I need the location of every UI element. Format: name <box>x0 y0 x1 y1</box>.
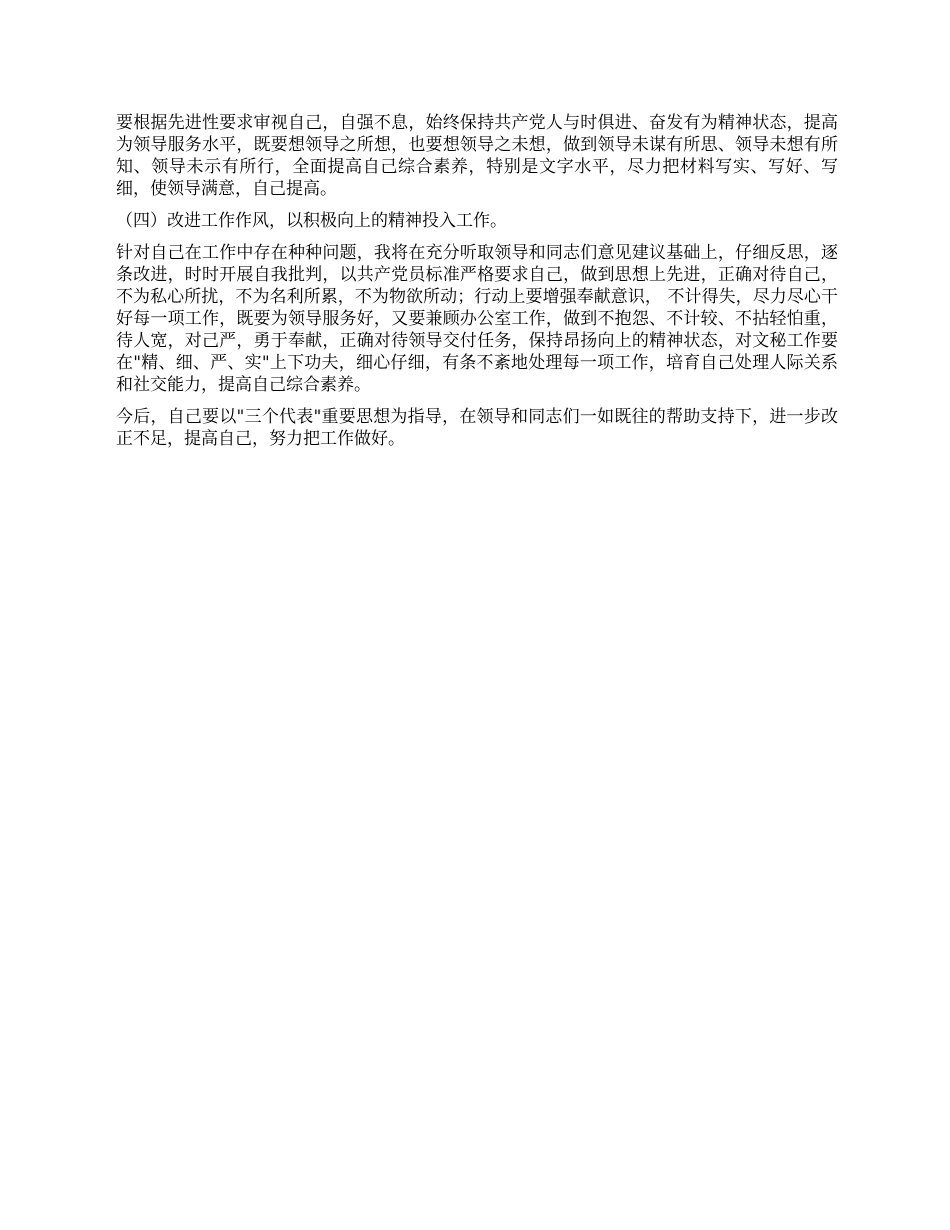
paragraph-improvement: 针对自己在工作中存在种种问题，我将在充分听取领导和同志们意见建议基础上，仔细反思，逐条改进，时时开展自我批判，以共产党员标准严格要求自己，做到思想上先进，正确对待自己， 不为私心所扰，不为名利所累，不为物欲所动；行动上要增强奉献意识， 不计得失，尽力尽心干好每一项工作，既要为领导服务好，又要兼顾办公室工作，做到不抱怨、不计较、不拈轻怕重，待人宽，对己严，勇于奉献，正确对待领导交付任务，保持昂扬向上的精神状态，对文秘工作要在"精、细、严、实"上下功夫，细心仔细，有条不紊地处理每一项工作，培育自己处理人际关系和社交能力，提高自己综合素养。 <box>116 243 838 395</box>
document-page <box>116 112 838 460</box>
paragraph-conclusion: 今后，自己要以"三个代表"重要思想为指导，在领导和同志们一如既往的帮助支持下，进一步改正不足，提高自己，努力把工作做好。 <box>116 407 838 449</box>
paragraph-self-review: 要根据先进性要求审视自己，自强不息，始终保持共产党人与时俱进、奋发有为精神状态，提高为领导服务水平，既要想领导之所想，也要想领导之未想，做到领导未谋有所思、领导未想有所知、领导未示有所行，全面提高自己综合素养，特别是文字水平，尽力把材料写实、写好、写细，使领导满意，自己提高。 <box>116 113 838 199</box>
section-heading-4: （四）改进工作作风，以积极向上的精神投入工作。 <box>116 211 507 231</box>
